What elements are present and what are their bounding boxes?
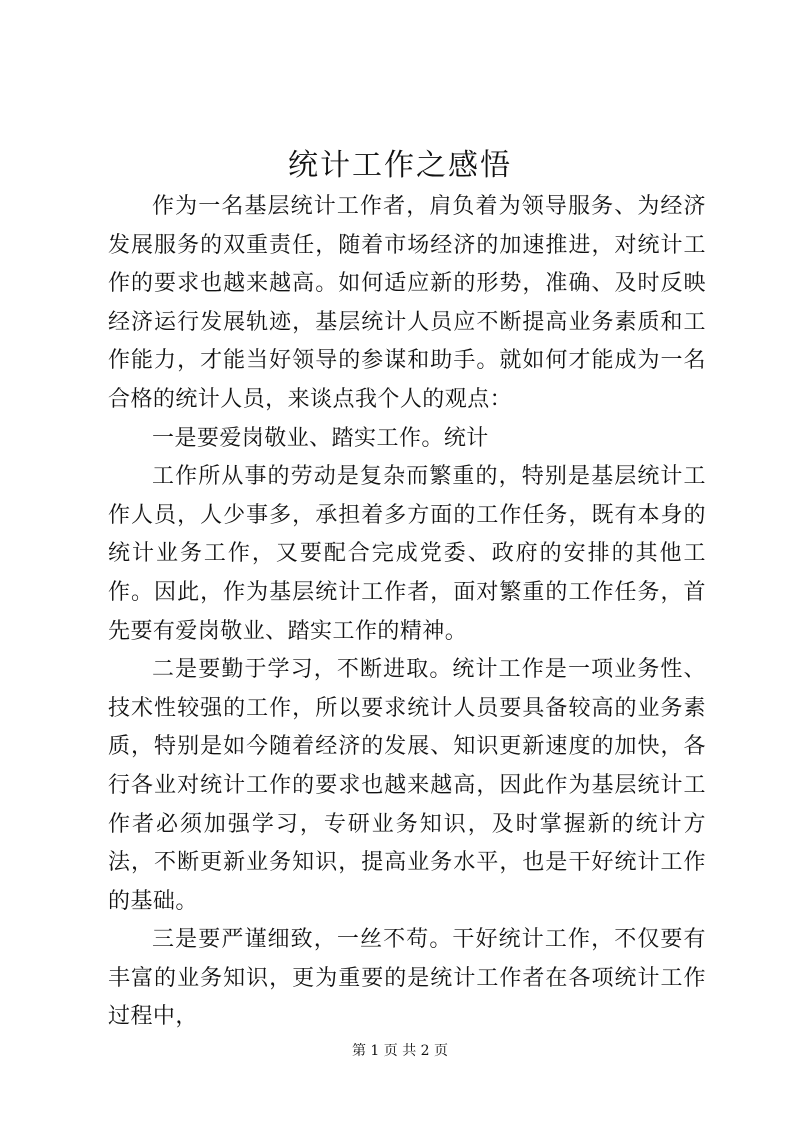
paragraph-point-three: 三是要严谨细致，一丝不苟。干好统计工作，不仅要有丰富的业务知识，更为重要的是统计工作者在各项统计工作过程中， [108,927,706,1030]
paragraph-intro: 作为一名基层统计工作者，肩负着为领导服务、为经济发展服务的双重责任，随着市场经济的加速推进，对统计工作的要求也越来越高。如何适应新的形势，准确、及时反映经济运行发展轨迹，基层统计人员应不断提高业务素质和工作能力，才能当好领导的参谋和助手。就如何才能成为一名合格的统计人员，来谈点我个人的观点： [108,194,706,412]
paragraph-point-one-heading: 一是要爱岗敬业、踏实工作。统计 [152,425,489,451]
paragraph-point-one: 工作所从事的劳动是复杂而繁重的，特别是基层统计工作人员，人少事多，承担着多方面的工作任务，既有本身的统计业务工作，又要配合完成党委、政府的安排的其他工作。因此，作为基层统计工作者，面对繁重的工作任务，首先要有爱岗敬业、踏实工作的精神。 [108,464,706,644]
document-title: 统计工作之感悟 [288,148,512,183]
paragraph-point-two: 二是要勤于学习，不断进取。统计工作是一项业务性、技术性较强的工作，所以要求统计人员要具备较高的业务素质，特别是如今随着经济的发展、知识更新速度的加快，各行各业对统计工作的要求也越来越高，因此作为基层统计工作者必须加强学习，专研业务知识，及时掌握新的统计方法，不断更新业务知识，提高业务水平，也是干好统计工作的基础。 [108,657,706,914]
document-body [108,188,706,1037]
page-footer: 第 1 页 共 2 页 [351,1043,449,1059]
